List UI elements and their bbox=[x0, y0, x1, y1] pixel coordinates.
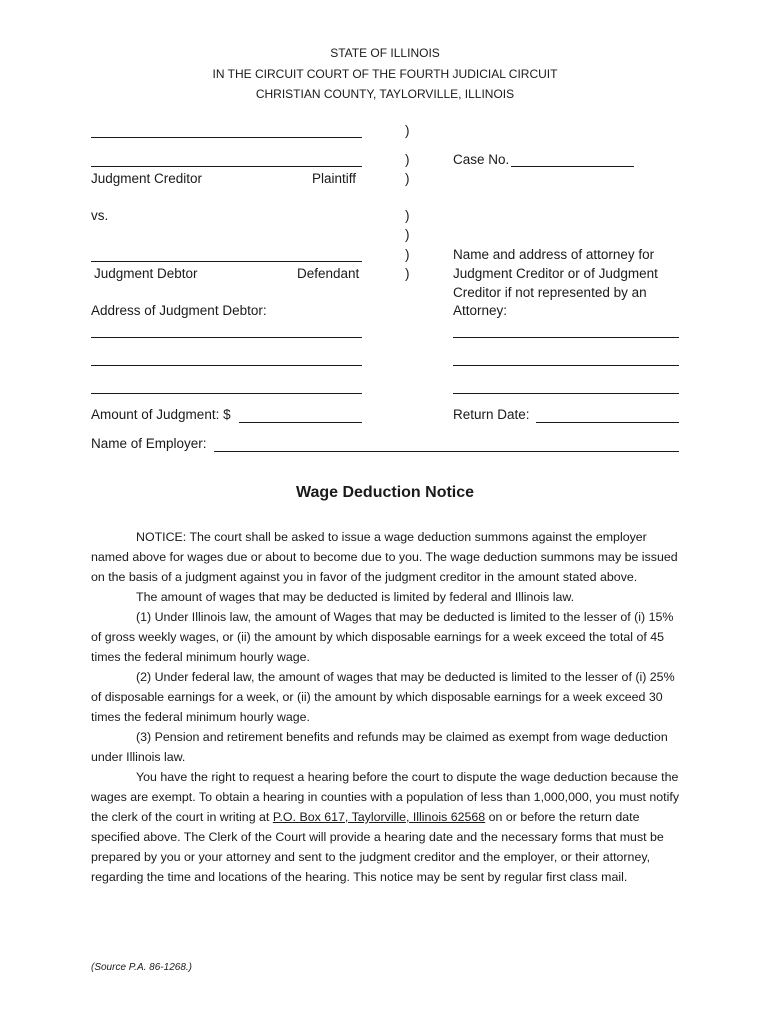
attorney-line-3 bbox=[453, 393, 679, 394]
paren: ) bbox=[405, 208, 410, 223]
notice-paragraph-1: NOTICE: The court shall be asked to issue a wage deduction summons against the employer named above for wages due or about to become due to you. The wage deduction summons may be issued on the basis of a judgment against you in favor of the judgment creditor in the amount stated above. bbox=[91, 530, 678, 584]
judgment-debtor-label: Judgment Debtor bbox=[94, 266, 198, 281]
amount-of-judgment-label: Amount of Judgment: $ bbox=[91, 407, 231, 422]
debtor-address-line-3 bbox=[91, 393, 362, 394]
paren: ) bbox=[405, 152, 410, 167]
paren: ) bbox=[405, 227, 410, 242]
debtor-address-line-2 bbox=[91, 365, 362, 366]
creditor-line-1 bbox=[91, 137, 362, 138]
attorney-label-3: Creditor if not represented by an bbox=[453, 285, 647, 300]
notice-body bbox=[91, 527, 683, 887]
paren: ) bbox=[405, 247, 410, 262]
vs-label: vs. bbox=[91, 208, 109, 223]
debtor-address-line-1 bbox=[91, 337, 362, 338]
notice-title: Wage Deduction Notice bbox=[295, 484, 475, 501]
case-no-line bbox=[511, 166, 634, 167]
attorney-line-2 bbox=[453, 365, 679, 366]
hearing-text-2: on or before the return date specified above. The Clerk of the Court will provide a hearing date and the necessary forms that must be prepared by you or your attorney and sent to the judgment creditor and the employer, or their attorney, regarding the time and locations of the hearing. This notice may be sent by regular first class mail. bbox=[91, 810, 664, 884]
paren: ) bbox=[405, 171, 410, 186]
judgment-creditor-label: Judgment Creditor bbox=[91, 171, 203, 186]
return-date-line bbox=[536, 422, 679, 423]
notice-paragraph-2: The amount of wages that may be deducted is limited by federal and Illinois law. bbox=[136, 590, 575, 604]
source-citation: (Source P.A. 86-1268.) bbox=[91, 962, 192, 973]
amount-line bbox=[239, 422, 362, 423]
header-court: IN THE CIRCUIT COURT OF THE FOURTH JUDICIAL CIRCUIT bbox=[212, 67, 558, 81]
hearing-text-1: You have the right to request a hearing before the court to dispute the wage deduction because the wages are exempt. To obtain a hearing in counties with a population of less than 1,000,000, you must notify the clerk of the court in writing at bbox=[91, 770, 680, 824]
notice-paragraph-3: (1) Under Illinois law, the amount of Wages that may be deducted is limited to the lesser of (i) 15% of gross weekly wages, or (ii) the amount by which disposable earnings for a week exceed the total of 45 times the federal minimum hourly wage. bbox=[91, 610, 674, 664]
attorney-label-2: Judgment Creditor or of Judgment bbox=[453, 266, 658, 281]
creditor-line-2 bbox=[91, 166, 362, 167]
notice-paragraph-4: (2) Under federal law, the amount of wages that may be deducted is limited to the lesser of (i) 25% of disposable earnings for a week, or (ii) the amount by which disposable earnings for a week exceed 30 times the federal minimum hourly wage. bbox=[91, 670, 675, 724]
notice-paragraph-5: (3) Pension and retirement benefits and refunds may be claimed as exempt from wage deduction under Illinois law. bbox=[91, 730, 668, 764]
address-debtor-label: Address of Judgment Debtor: bbox=[91, 303, 267, 318]
return-date-label: Return Date: bbox=[453, 407, 530, 422]
attorney-label-4: Attorney: bbox=[453, 303, 508, 318]
defendant-label: Defendant bbox=[297, 266, 360, 281]
debtor-line bbox=[91, 261, 362, 262]
header-state: STATE OF ILLINOIS bbox=[330, 46, 440, 60]
employer-line bbox=[214, 451, 679, 452]
paren: ) bbox=[405, 266, 410, 281]
employer-label: Name of Employer: bbox=[91, 436, 207, 451]
case-no-label: Case No. bbox=[453, 152, 510, 167]
notice-paragraph-6 bbox=[91, 767, 683, 887]
paren: ) bbox=[405, 123, 410, 138]
plaintiff-label: Plaintiff bbox=[312, 171, 357, 186]
header-county: CHRISTIAN COUNTY, TAYLORVILLE, ILLINOIS bbox=[255, 87, 515, 101]
attorney-line-1 bbox=[453, 337, 679, 338]
clerk-address: P.O. Box 617, Taylorville, Illinois 62568 bbox=[272, 810, 486, 824]
attorney-label-1: Name and address of attorney for bbox=[453, 247, 655, 262]
